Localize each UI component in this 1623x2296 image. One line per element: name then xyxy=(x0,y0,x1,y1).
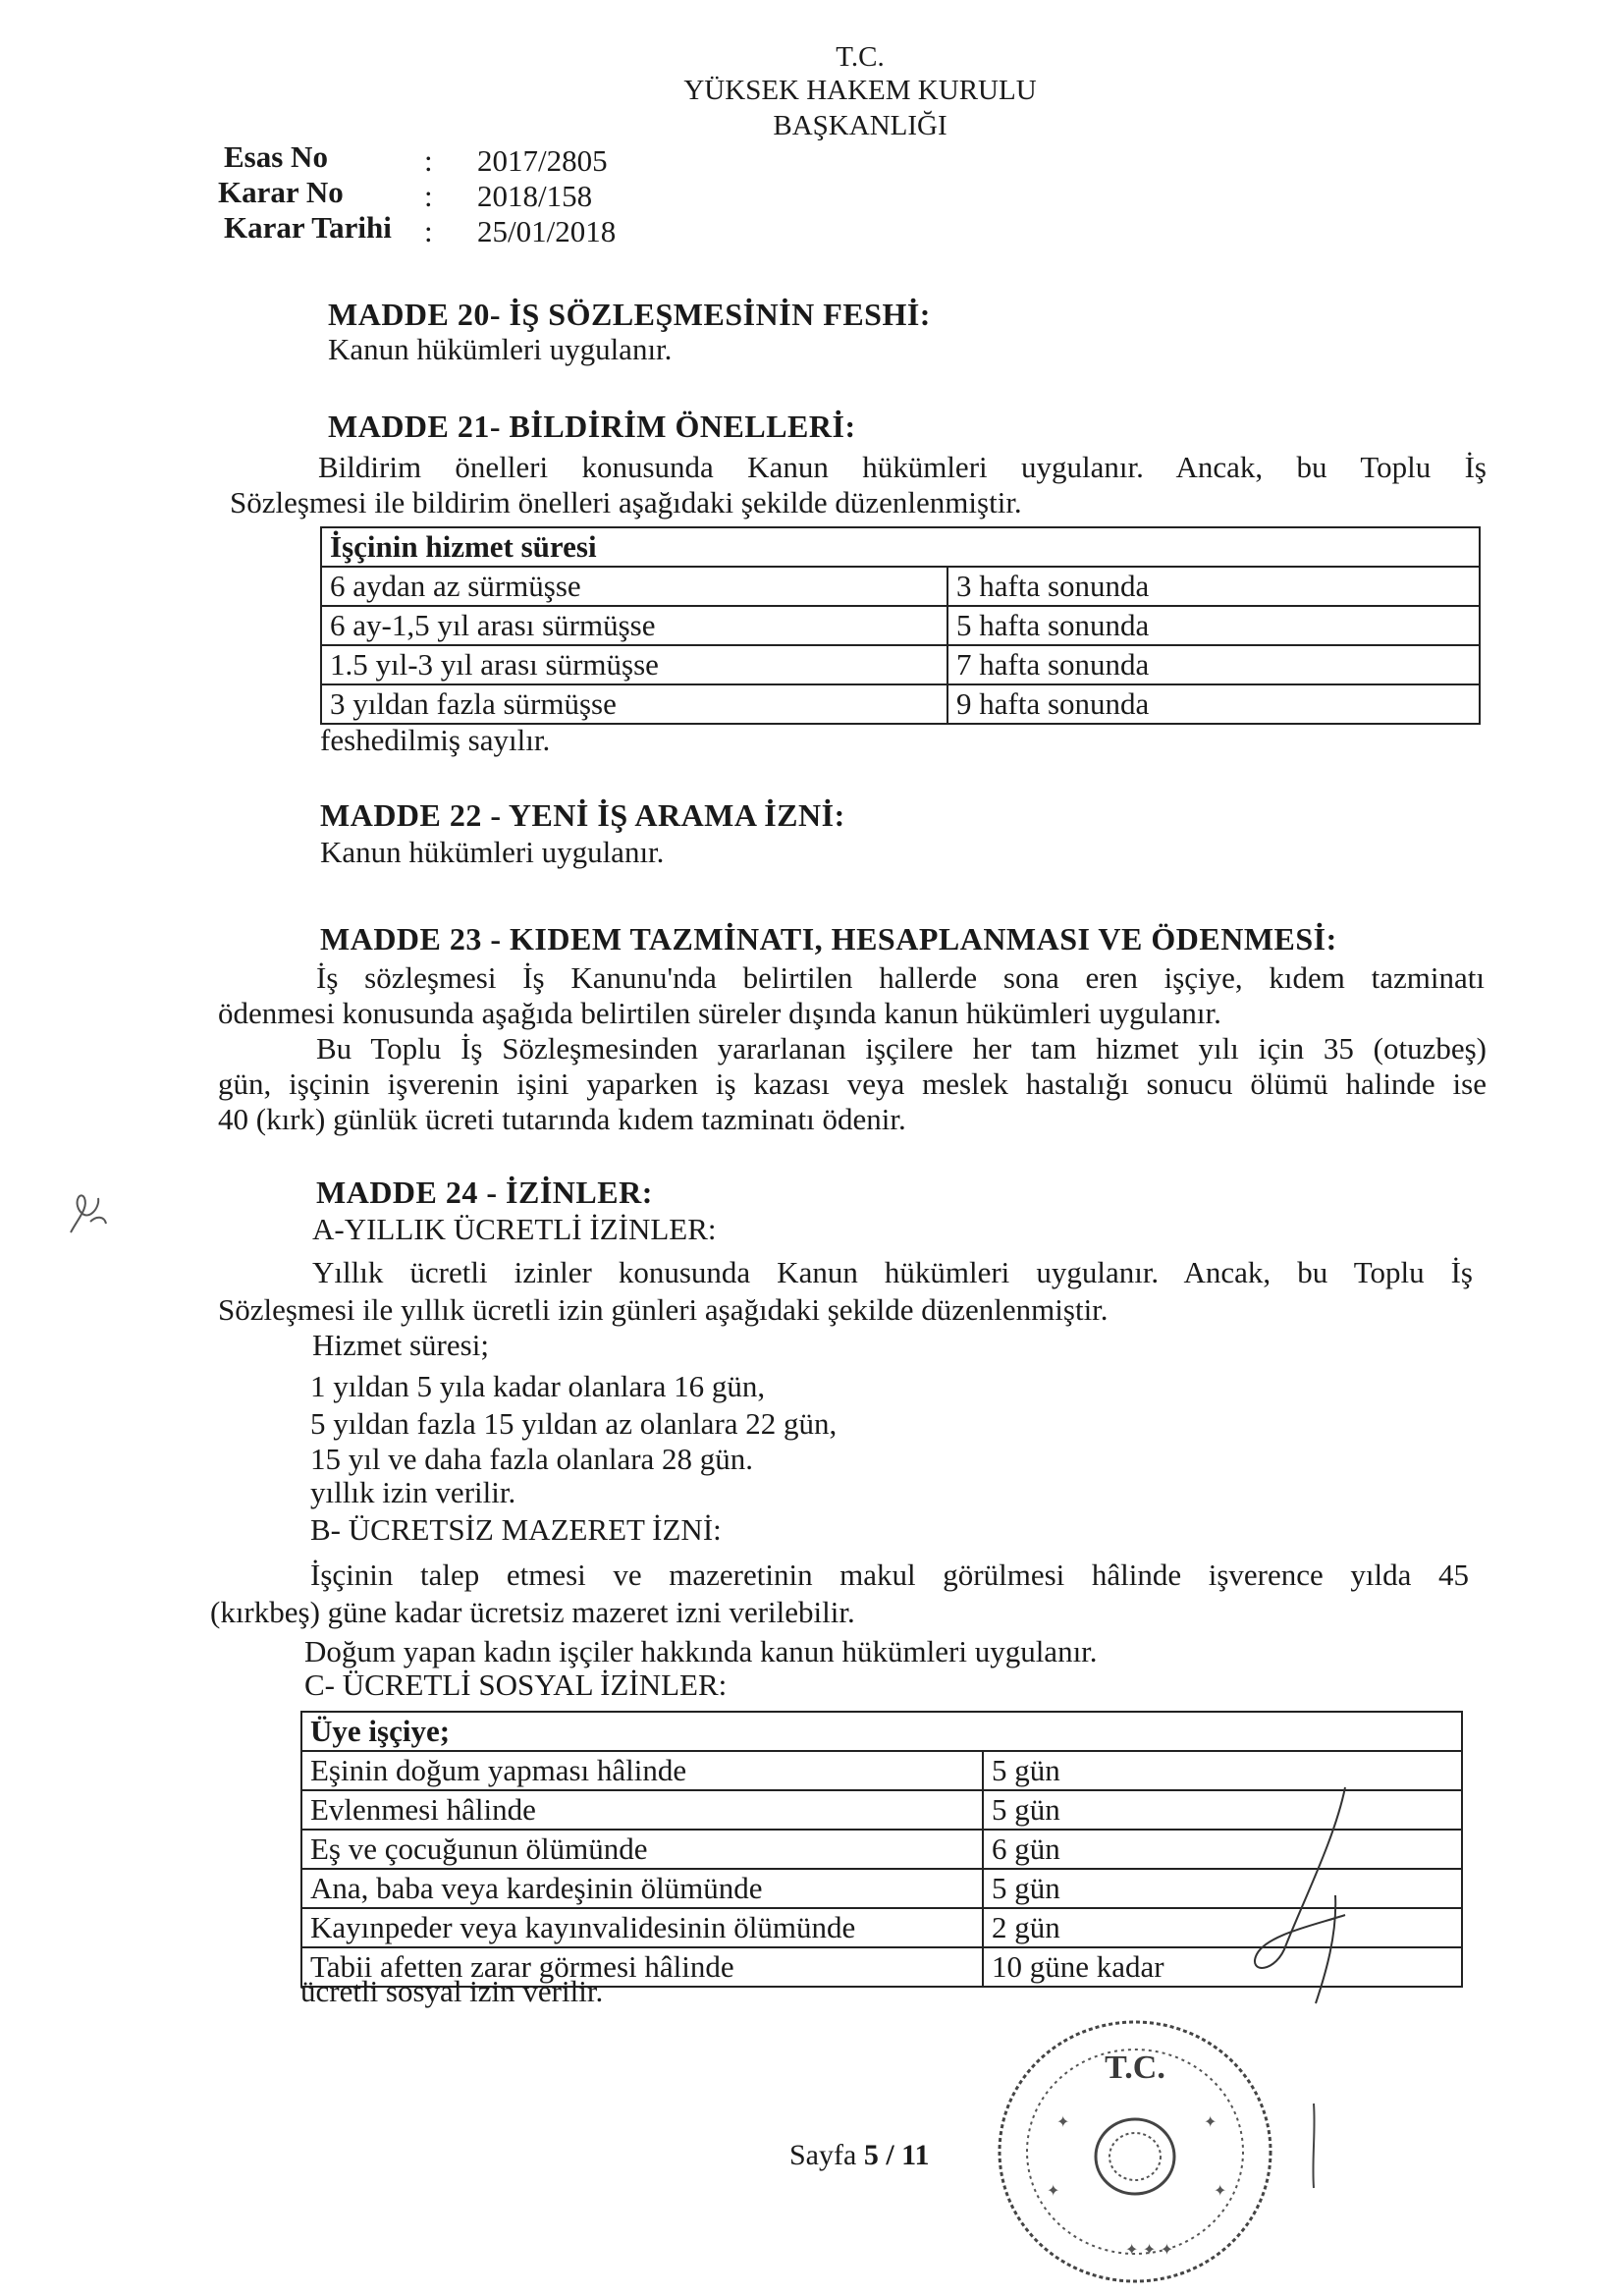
annual-leave-p2: Sözleşmesi ile yıllık ücretli izin günleri aşağıdaki şekilde düzenlenmiştir. xyxy=(218,1292,1109,1327)
annual-leave-tier-2: 5 yıldan fazla 15 yıldan az olanlara 22 gün, xyxy=(310,1406,838,1441)
unpaid-leave-p2: (kırkbeş) güne kadar ücretsiz mazeret izni verilebilir. xyxy=(210,1595,855,1629)
esas-no-value: 2017/2805 xyxy=(477,143,608,178)
signature-mark xyxy=(1227,1777,1375,2013)
notice-table-header: İşçinin hizmet süresi xyxy=(321,527,1480,567)
karar-no-value: 2018/158 xyxy=(477,179,593,213)
madde-24-title: MADDE 24 - İZİNLER: xyxy=(316,1175,653,1210)
header-line-court: YÜKSEK HAKEM KURULU xyxy=(683,75,1037,106)
table-row xyxy=(321,567,1480,606)
madde-23-l1: İş sözleşmesi İş Kanunu'nda belirtilen hallerde sona eren işçiye, kıdem tazminatı xyxy=(316,960,1485,995)
notice-duration-cell: 5 hafta sonunda xyxy=(947,606,1480,645)
page-separator: / xyxy=(886,2139,894,2171)
seal-text: T.C. xyxy=(1105,2050,1165,2086)
notice-duration-cell: 9 hafta sonunda xyxy=(947,684,1480,724)
svg-text:✦: ✦ xyxy=(1204,2114,1217,2131)
annual-leave-tier-1: 1 yıldan 5 yıla kadar olanlara 16 gün, xyxy=(310,1369,766,1403)
madde-22-title: MADDE 22 - YENİ İŞ ARAMA İZNİ: xyxy=(320,797,845,833)
madde-21-p1: Bildirim önelleri konusunda Kanun hükümleri uygulanır. Ancak, bu Toplu İş xyxy=(318,450,1487,484)
madde-21-after: feshedilmiş sayılır. xyxy=(320,723,551,757)
unpaid-leave-p1: İşçinin talep etmesi ve mazeretinin makul görülmesi hâlinde işverence yılda 45 xyxy=(310,1558,1469,1592)
social-leave-after: ücretli sosyal izin verilir. xyxy=(300,1974,604,2008)
social-leave-days: 5 gün xyxy=(983,1869,1462,1908)
annual-leave-service: Hizmet süresi; xyxy=(312,1328,489,1362)
esas-no-sep: : xyxy=(424,143,433,178)
page-number xyxy=(789,2139,930,2172)
table-header-row xyxy=(301,1712,1462,1751)
social-leave-reason: Eş ve çocuğunun ölümünde xyxy=(301,1830,983,1869)
social-leave-reason: Eşinin doğum yapması hâlinde xyxy=(301,1751,983,1790)
header-line-tc: T.C. xyxy=(836,41,885,73)
notice-duration-cell: 3 hafta sonunda xyxy=(947,567,1480,606)
madde-23-title: MADDE 23 - KIDEM TAZMİNATI, HESAPLANMASI VE ÖDENMESİ: xyxy=(320,921,1337,957)
madde-20-title: MADDE 20- İŞ SÖZLEŞMESİNİN FESHİ: xyxy=(328,297,931,332)
page-label: Sayfa xyxy=(789,2139,857,2171)
annual-leave-tier-3: 15 yıl ve daha fazla olanlara 28 gün. xyxy=(310,1442,754,1476)
social-leave-title: C- ÜCRETLİ SOSYAL İZİNLER: xyxy=(304,1667,728,1702)
madde-22-text: Kanun hükümleri uygulanır. xyxy=(320,835,665,869)
madde-21-p2: Sözleşmesi ile bildirim önelleri aşağıdaki şekilde düzenlenmiştir. xyxy=(230,485,1022,519)
table-row xyxy=(321,684,1480,724)
social-leave-reason: Tabii afetten zarar görmesi hâlinde xyxy=(301,1947,983,1987)
karar-no-label: Karar No xyxy=(218,175,344,209)
social-leave-reason: Evlenmesi hâlinde xyxy=(301,1790,983,1830)
notice-period-cell: 1.5 yıl-3 yıl arası sürmüşse xyxy=(321,645,947,684)
page-current: 5 xyxy=(863,2139,879,2171)
social-leave-reason: Ana, baba veya kardeşinin ölümünde xyxy=(301,1869,983,1908)
social-leave-days: 5 gün xyxy=(983,1751,1462,1790)
madde-23-l2: ödenmesi konusunda aşağıda belirtilen süreler dışında kanun hükümleri uygulanır. xyxy=(218,996,1221,1030)
margin-initials-mark xyxy=(61,1178,120,1247)
unpaid-leave-title: B- ÜCRETSİZ MAZERET İZNİ: xyxy=(310,1512,722,1547)
karar-tarihi-sep: : xyxy=(424,214,433,248)
karar-tarihi-label: Karar Tarihi xyxy=(224,210,392,245)
social-leave-reason: Kayınpeder veya kayınvalidesinin ölümünde xyxy=(301,1908,983,1947)
svg-text:✦: ✦ xyxy=(1056,2114,1070,2131)
social-leave-days: 2 gün xyxy=(983,1908,1462,1947)
page-total: 11 xyxy=(901,2139,930,2171)
madde-23-l4: gün, işçinin işverenin işini yaparken iş kazası veya meslek hastalığı sonucu ölümü halinde ise xyxy=(218,1066,1487,1101)
stamp-tick-mark xyxy=(1304,2102,1324,2190)
annual-leave-after: yıllık izin verilir. xyxy=(310,1475,516,1509)
madde-21-title: MADDE 21- BİLDİRİM ÖNELLERİ: xyxy=(328,409,856,444)
svg-text:✦: ✦ xyxy=(1047,2183,1060,2200)
social-leave-days: 6 gün xyxy=(983,1830,1462,1869)
notice-period-cell: 3 yıldan fazla sürmüşse xyxy=(321,684,947,724)
social-leave-days: 5 gün xyxy=(983,1790,1462,1830)
table-row xyxy=(321,645,1480,684)
notice-period-cell: 6 ay-1,5 yıl arası sürmüşse xyxy=(321,606,947,645)
official-seal-stamp xyxy=(988,2009,1282,2294)
madde-23-l3: Bu Toplu İş Sözleşmesinden yararlanan işçilere her tam hizmet yılı için 35 (otuzbeş) xyxy=(316,1031,1487,1066)
notice-period-cell: 6 aydan az sürmüşse xyxy=(321,567,947,606)
annual-leave-p1: Yıllık ücretli izinler konusunda Kanun hükümleri uygulanır. Ancak, bu Toplu İş xyxy=(312,1255,1473,1289)
table-header-row xyxy=(321,527,1480,567)
header-line-presidency: BAŞKANLIĞI xyxy=(773,110,947,141)
karar-tarihi-value: 25/01/2018 xyxy=(477,214,617,248)
notice-duration-cell: 7 hafta sonunda xyxy=(947,645,1480,684)
svg-text:✦ ✦ ✦: ✦ ✦ ✦ xyxy=(1125,2242,1174,2259)
madde-20-text: Kanun hükümleri uygulanır. xyxy=(328,332,673,366)
social-leave-header: Üye işçiye; xyxy=(301,1712,1462,1751)
esas-no-label: Esas No xyxy=(224,139,328,174)
notice-period-table xyxy=(320,526,1481,725)
madde-23-l5: 40 (kırk) günlük ücreti tutarında kıdem tazminatı ödenir. xyxy=(218,1102,906,1136)
table-row xyxy=(321,606,1480,645)
karar-no-sep: : xyxy=(424,179,433,213)
svg-text:✦: ✦ xyxy=(1214,2183,1227,2200)
unpaid-leave-p3: Doğum yapan kadın işçiler hakkında kanun hükümleri uygulanır. xyxy=(304,1634,1098,1668)
annual-leave-title: A-YILLIK ÜCRETLİ İZİNLER: xyxy=(312,1212,717,1246)
social-leave-days: 10 güne kadar xyxy=(983,1947,1462,1987)
